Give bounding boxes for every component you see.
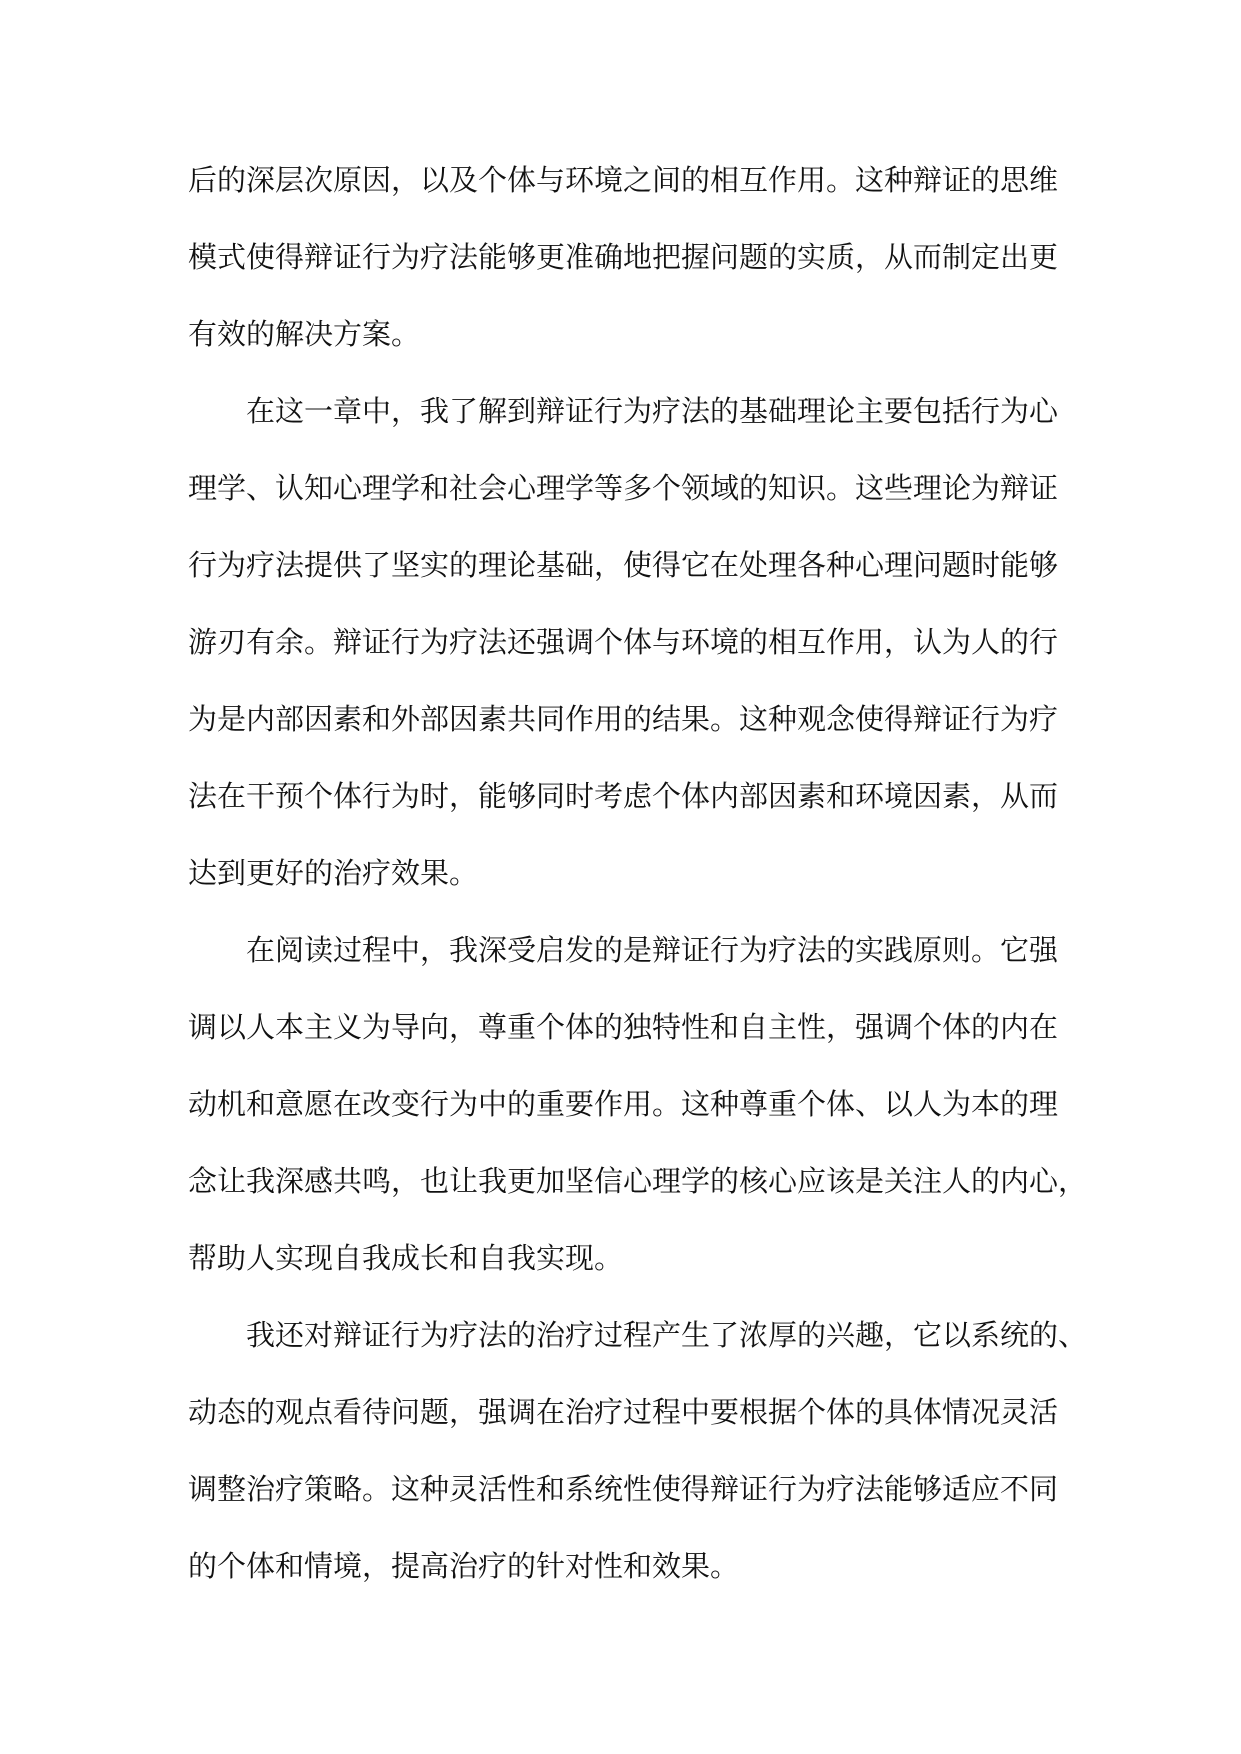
document-body [188, 142, 1088, 1605]
text-line: 帮助人实现自我成长和自我实现。 [188, 1241, 624, 1275]
text-line: 为是内部因素和外部因素共同作用的结果。这种观念使得辩证行为疗 [188, 702, 1059, 736]
text-line: 在这一章中，我了解到辩证行为疗法的基础理论主要包括行为心 [246, 394, 1059, 428]
text-line: 行为疗法提供了坚实的理论基础，使得它在处理各种心理问题时能够 [188, 548, 1059, 582]
text-line: 后的深层次原因，以及个体与环境之间的相互作用。这种辩证的思维 [188, 163, 1059, 197]
paragraph-3 [188, 912, 1088, 1297]
text-line: 念让我深感共鸣，也让我更加坚信心理学的核心应该是关注人的内心， [188, 1164, 1088, 1198]
text-line: 我还对辩证行为疗法的治疗过程产生了浓厚的兴趣，它以系统的、 [246, 1318, 1088, 1352]
text-line: 调整治疗策略。这种灵活性和系统性使得辩证行为疗法能够适应不同 [188, 1472, 1059, 1506]
text-line: 理学、认知心理学和社会心理学等多个领域的知识。这些理论为辩证 [188, 471, 1059, 505]
text-line: 有效的解决方案。 [188, 317, 421, 351]
text-line: 法在干预个体行为时，能够同时考虑个体内部因素和环境因素，从而 [188, 779, 1059, 813]
paragraph-2 [188, 373, 1059, 912]
paragraph-4 [188, 1297, 1088, 1605]
text-line: 动态的观点看待问题，强调在治疗过程中要根据个体的具体情况灵活 [188, 1395, 1059, 1429]
paragraph-1 [188, 142, 1059, 373]
text-line: 在阅读过程中，我深受启发的是辩证行为疗法的实践原则。它强 [246, 933, 1059, 967]
text-line: 模式使得辩证行为疗法能够更准确地把握问题的实质，从而制定出更 [188, 240, 1059, 274]
text-line: 达到更好的治疗效果。 [188, 856, 479, 890]
text-line: 游刃有余。辩证行为疗法还强调个体与环境的相互作用，认为人的行 [188, 625, 1059, 659]
text-line: 的个体和情境，提高治疗的针对性和效果。 [188, 1549, 740, 1583]
text-line: 动机和意愿在改变行为中的重要作用。这种尊重个体、以人为本的理 [188, 1087, 1059, 1121]
text-line: 调以人本主义为导向，尊重个体的独特性和自主性，强调个体的内在 [188, 1010, 1059, 1044]
